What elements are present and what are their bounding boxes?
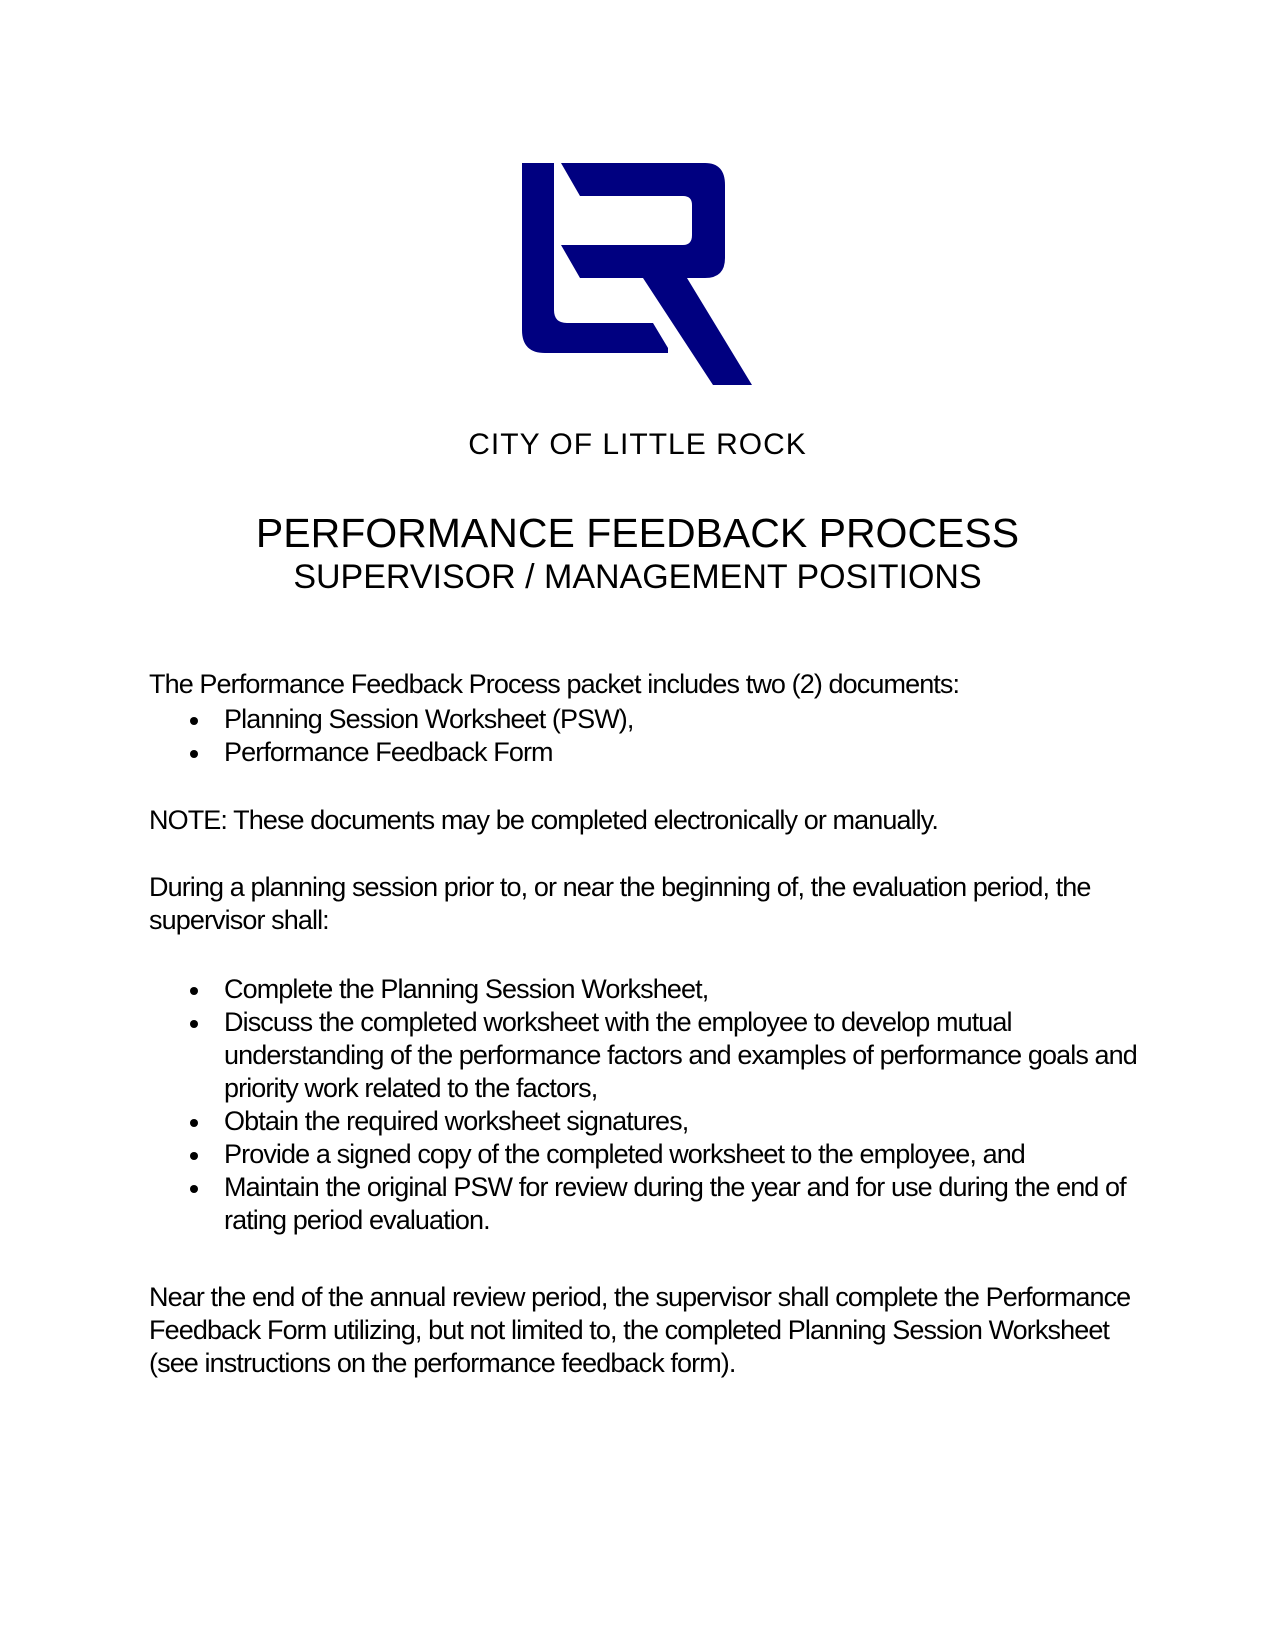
- list-item: Complete the Planning Session Worksheet,: [149, 973, 1149, 1006]
- closing-text: Near the end of the annual review period, the supervisor shall complete the Performance Feedback Form utilizing, but not limited to, the completed Planning Session Worksheet (see instructions on the performance feedback form).: [149, 1282, 1131, 1378]
- planning-intro-text: During a planning session prior to, or near the beginning of, the evaluation period, the supervisor shall:: [149, 872, 1091, 935]
- list-item: Planning Session Worksheet (PSW),: [149, 703, 1149, 736]
- note-text: NOTE: These documents may be completed electronically or manually.: [149, 805, 938, 835]
- document-title: PERFORMANCE FEEDBACK PROCESS: [255, 510, 1020, 556]
- list-item: Discuss the completed worksheet with the employee to develop mutual understanding of the performance factors and examples of performance goals and priority work related to the factors,: [149, 1006, 1149, 1105]
- document-subtitle: SUPERVISOR / MANAGEMENT POSITIONS: [293, 558, 982, 596]
- documents-list: [149, 703, 1149, 769]
- list-item: Maintain the original PSW for review during the year and for use during the end of rating period evaluation.: [149, 1171, 1149, 1237]
- steps-list: [149, 973, 1149, 1237]
- organization-name: CITY OF LITTLE ROCK: [468, 428, 807, 461]
- list-item: Provide a signed copy of the completed worksheet to the employee, and: [149, 1138, 1149, 1171]
- city-logo: [0, 0, 1275, 400]
- list-item: Obtain the required worksheet signatures,: [149, 1105, 1149, 1138]
- intro-text: The Performance Feedback Process packet includes two (2) documents:: [149, 669, 960, 699]
- list-item: Performance Feedback Form: [149, 736, 1149, 769]
